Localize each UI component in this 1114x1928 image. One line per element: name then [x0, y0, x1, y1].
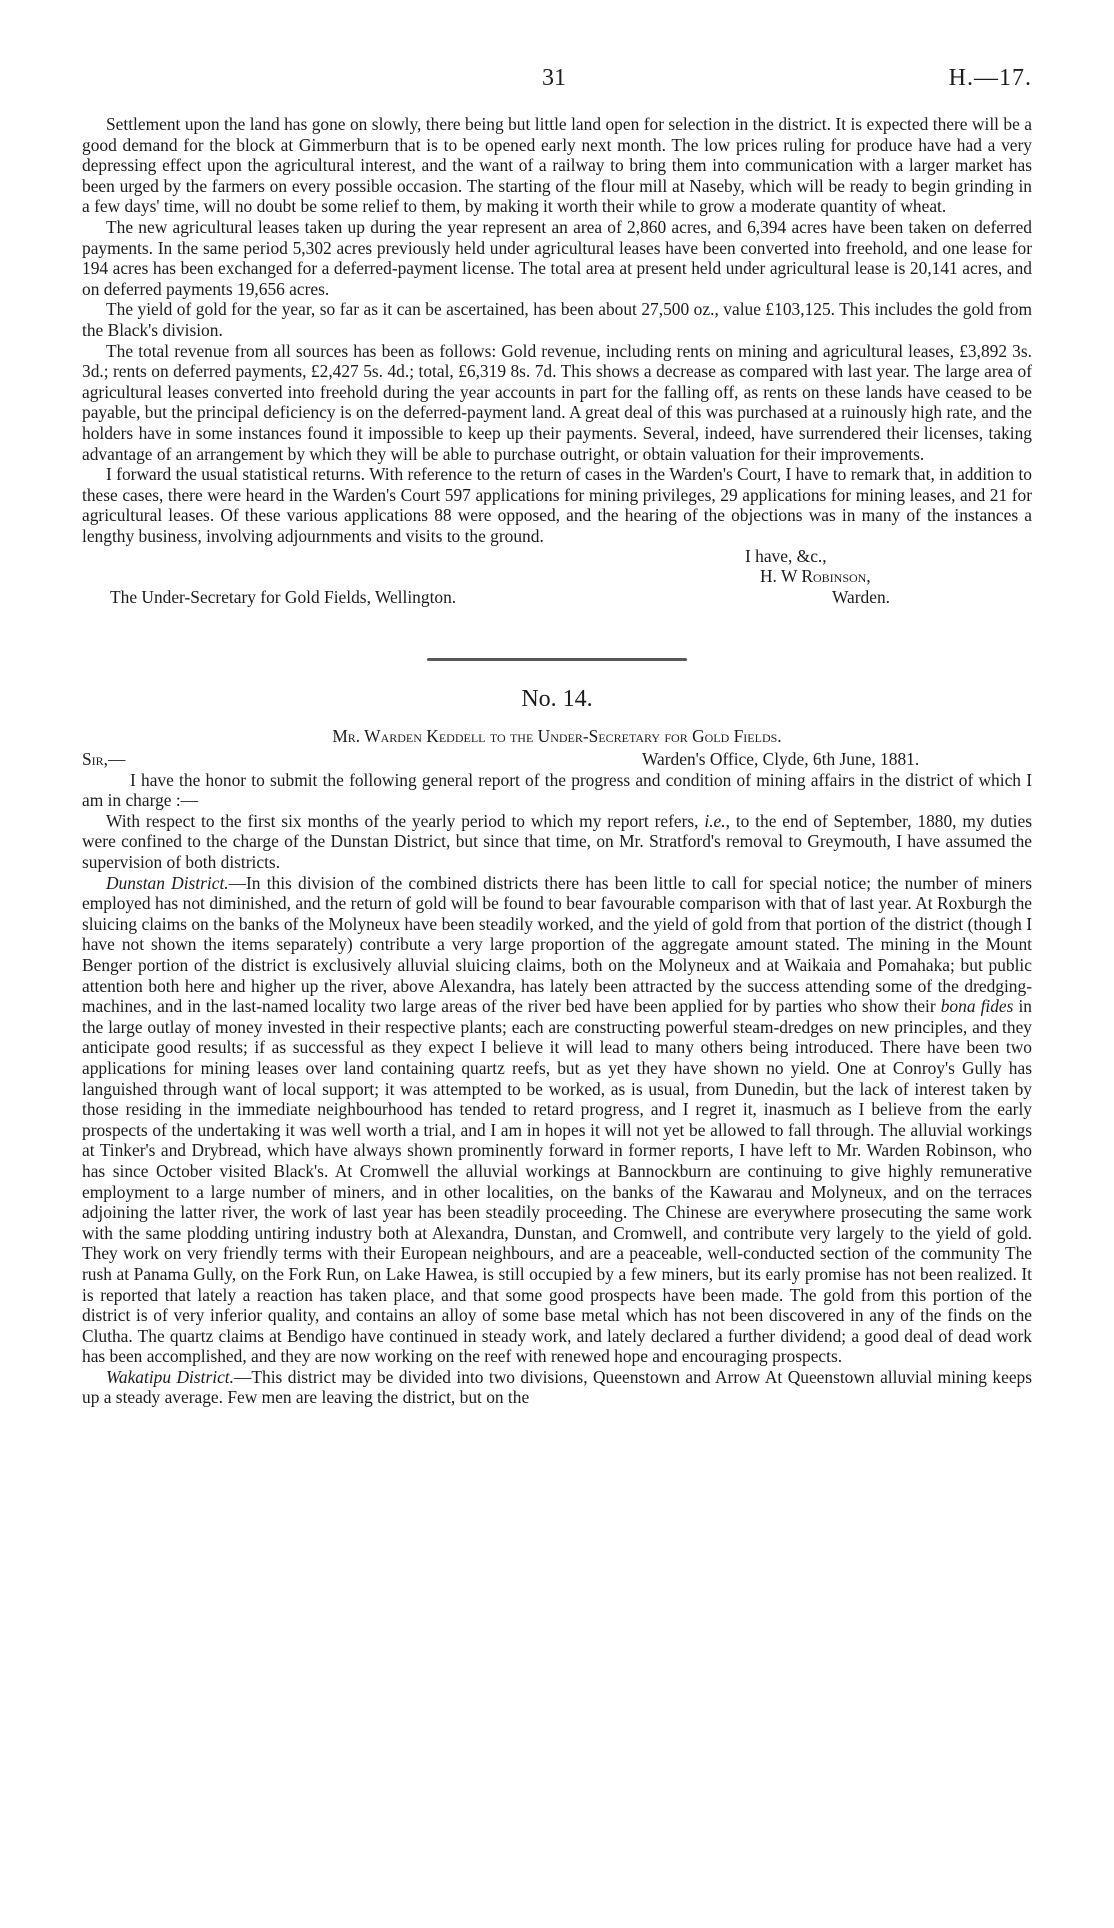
report-closing [82, 546, 1032, 628]
paragraph-revenue: The total revenue from all sources has been as follows: Gold revenue, including rents on mining and agricultural leases, £3,892 3s. 3d.; rents on deferred payments, £2,427 5s. 4d.; total, £6,319 8s. 7d. This shows a decrease as compared with last year. The large area of agricultural leases converted into freehold during the year accounts in part for the falling off, as rents on these lands have ceased to be payable, but the principal deficiency is on the deferred-payment land. A great deal of this was purchased at a ruinously high rate, and the holders have in some instances found it impossible to keep up their payments. Several, indeed, have surrendered their licenses, taking advantage of an arrangement by which they will be able to purchase outright, or obtain valuation for their improvements. [82, 340, 1032, 464]
paragraph-returns: I forward the usual statistical returns. With reference to the return of cases in the Warden's Court, I have to remark that, in addition to these cases, there were heard in the Warden's Court 597 applications for mining privileges, 29 applications for mining leases, and 21 for agricultural leases. Of these various applications 88 were opposed, and the hearing of the objections was in many of the instances a lengthy business, involving adjournments and visits to the ground. [82, 464, 1032, 546]
text-span: , to the end of September, 1880, my duties were confined to the charge of the Dunstan District, but since that time, on Mr. Stratford's removal to Greymouth, I have assumed the supervision of both districts. [82, 810, 1032, 873]
closing-phrase: I have, &c., [745, 546, 827, 567]
section-heading-wakatipu: Wakatipu District. [106, 1366, 234, 1387]
paragraph-supervision [82, 811, 1032, 873]
page-header [82, 65, 1032, 114]
bona-fides: bona fides [940, 996, 1014, 1017]
page-number: 31 [542, 65, 566, 91]
ie-abbrev: i.e. [704, 810, 726, 831]
salutation-row [82, 749, 1032, 770]
text-span: —In this division of the combined districts there has been little to call for special notice; the number of miners employed has not diminished, and the return of gold will be found to bear favourable comparison with that of last year. At Roxburgh the sluicing claims on the banks of the Molyneux have been steadily worked, and the yield of gold from that portion of the district (though I have not shown the items separately) contribute a very large proportion of the aggregate amount stated. The mining in the Mount Benger portion of the district is exclusively alluvial sluicing claims, both on the Molyneux and at Waikaia and Pomahaka; but public attention both here and higher up the river, above Alexandra, has lately been attracted by the success attending some of the dredging-machines, and in the last-named locality two large areas of the river bed have been applied for by parties who show their [82, 872, 1032, 1017]
document-reference: H.—17. [948, 65, 1032, 91]
text-span: in the large outlay of money invested in their respective plants; each are constructing powerful steam-dredges on new principles, and they anticipate good results; if as successful as they expect I believe it will lead to many others being introduced. There have been two applications for mining leases over land containing quartz reefs, but as yet they have shown no yield. One at Conroy's Gully has languished through want of local support; it was attempted to be worked, as is usual, from Dunedin, but the lack of interest taken by those residing in the immediate neighbourhood has tended to retard progress, and I regret it, inasmuch as I believe from the early prospects of the undertaking it was well worth a trial, and I am in hopes it will not yet be allowed to fall through. The alluvial workings at Tinker's and Drybread, which have always shown prominently forward in former reports, I have left to Mr. Warden Robinson, who has since October visited Black's. At Cromwell the alluvial workings at Bannockburn are continuing to give highly remunerative employment to a large number of miners, and in other localities, on the banks of the Kawarau and Molyneux, and on the terraces adjoining the latter river, the work of last year has been steadily proceeding. The Chinese are everywhere prosecuting the same work with the same plodding untiring industry both at Alexandra, Dunstan, and Cromwell, and contribute very largely to the yield of gold. They work on very friendly terms with their European neighbours, and are a peaceable, well-conducted section of the community The rush at Panama Gully, on the Fork Run, on Lake Hawea, is still occupied by a few miners, but its early promise has not been realized. It is reported that lately a reaction has taken place, and that some good prospects have been made. The gold from this portion of the district is of very inferior quality, and contains an alloy of some base metal which has not been discovered in any of the finds on the Clutha. The quartz claims at Bendigo have continued in steady work, and lately declared a further dividend; a good deal of dead work has been accomplished, and they are now working on the reef with renewed hope and encouraging prospects. [82, 996, 1032, 1367]
signatory-title: Warden. [832, 587, 890, 608]
office-date: Warden's Office, Clyde, 6th June, 1881. [642, 748, 920, 769]
paragraph-leases: The new agricultural leases taken up during the year represent an area of 2,860 acres, and 6,394 acres have been taken on deferred payments. In the same period 5,302 acres previously held under agricultural leases have been converted into freehold, and one lease for 194 acres has been exchanged for a deferred-payment license. The total area at present held under agricultural lease is 20,141 acres, and on deferred payments 19,656 acres. [82, 216, 1032, 299]
paragraph-wakatipu [82, 1367, 1032, 1408]
paragraph-settlement: Settlement upon the land has gone on slowly, there being but little land open for selection in the district. It is expected there will be a good demand for the block at Gimmerburn that is to be opened early next month. The low prices ruling for produce have had a very depressing effect upon the agricultural interest, and the want of a railway to bring them into communication with a larger market has been urged by the farmers on every possible occasion. The starting of the flour mill at Naseby, which will be ready to begin grinding in a few days' time, will no doubt be some relief to them, by making it worth their while to grow a moderate quantity of wheat. [82, 114, 1032, 217]
paragraph-dunstan [82, 873, 1032, 1367]
letter-body [82, 770, 1032, 1408]
previous-report [82, 114, 1032, 546]
section-heading-dunstan: Dunstan District. [106, 872, 229, 893]
signature: H. W Robinson, [760, 566, 871, 587]
paragraph-gold-yield: The yield of gold for the year, so far as it can be ascertained, has been about 27,500 oz., value £103,125. This includes the gold from the Black's division. [82, 299, 1032, 340]
letter-number: No. 14. [521, 686, 593, 713]
salutation: Sir,— [82, 748, 126, 769]
letter-heading: Mr. Warden Keddell to the Under-Secretary for Gold Fields. [332, 726, 782, 747]
paragraph-intro: I have the honor to submit the following general report of the progress and condition of mining affairs in the district of which I am in charge :— [82, 769, 1032, 811]
text-span: —This district may be divided into two divisions, Queenstown and Arrow At Queenstown alluvial mining keeps up a steady average. Few men are leaving the district, but on the [82, 1366, 1032, 1408]
text-span: With respect to the first six months of the yearly period to which my report refers, [106, 810, 705, 831]
addressee: The Under-Secretary for Gold Fields, Wellington. [110, 587, 457, 608]
section-divider [427, 658, 687, 661]
